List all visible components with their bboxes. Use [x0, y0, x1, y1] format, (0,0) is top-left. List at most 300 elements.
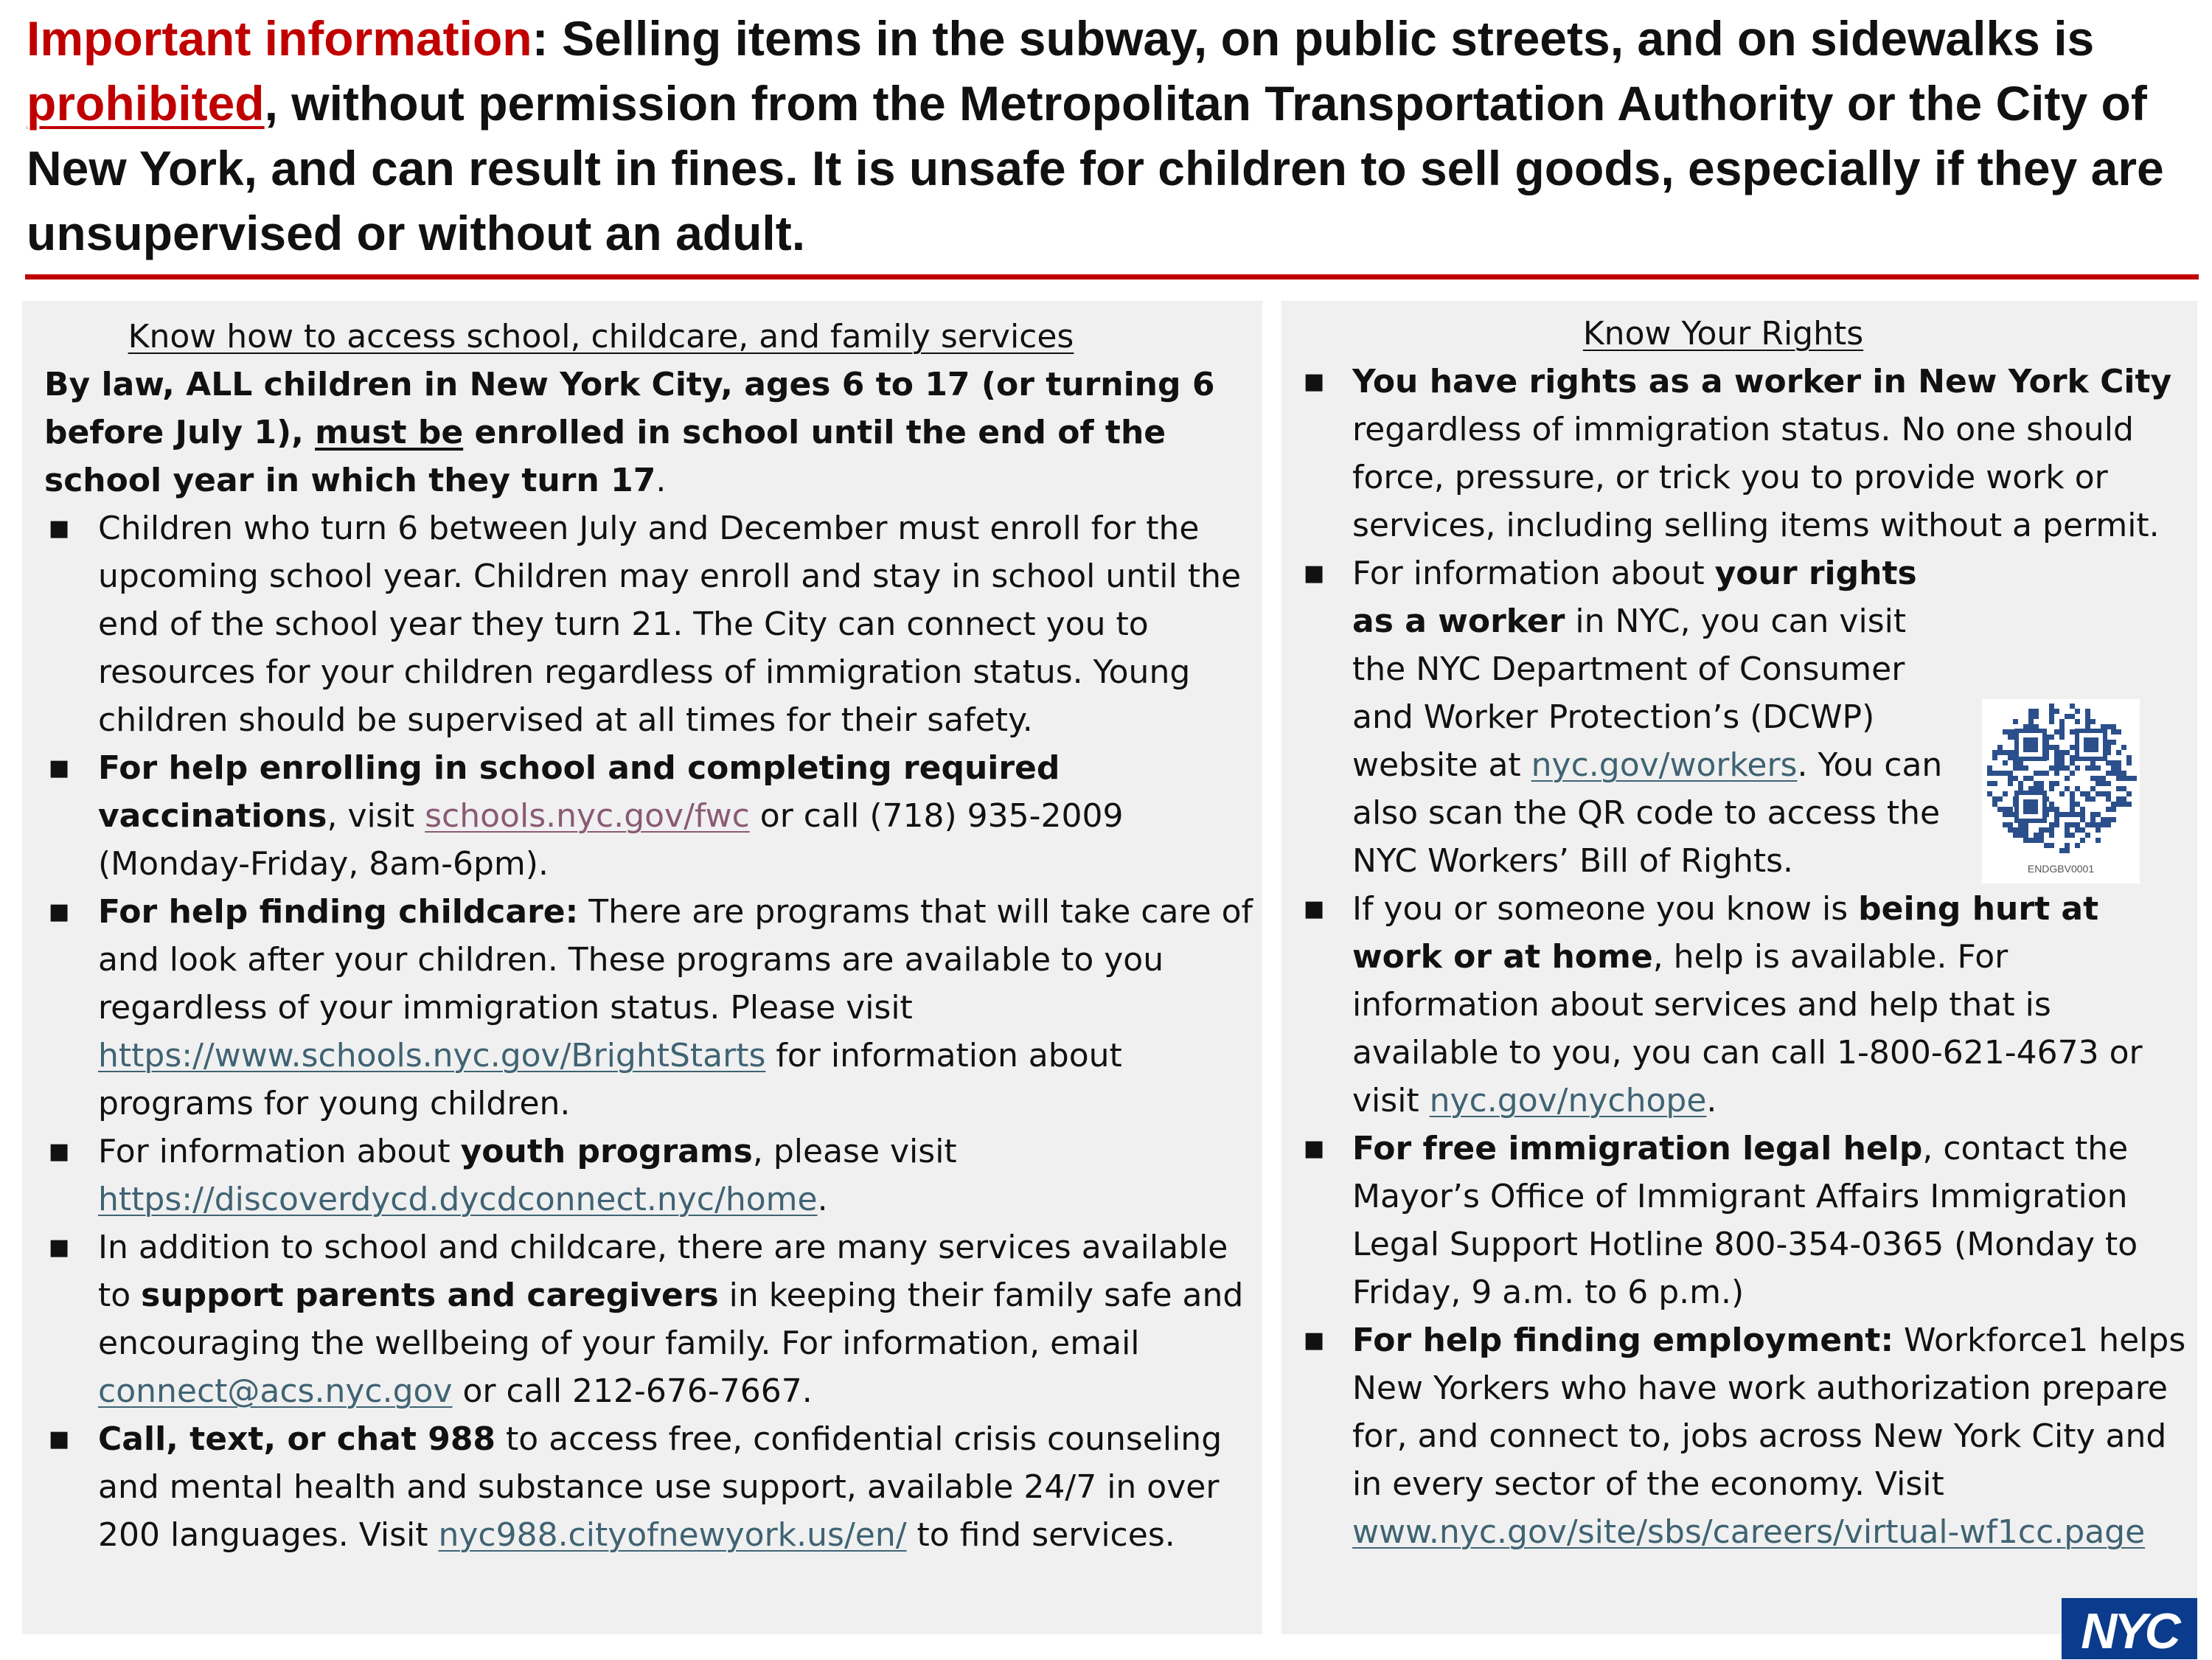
qr-module — [2049, 802, 2054, 807]
qr-module — [2059, 848, 2065, 853]
qr-caption: ENDGBV0001 — [2027, 863, 2095, 875]
qr-module — [2101, 781, 2106, 786]
qr-module — [2018, 833, 2023, 838]
qr-module — [2008, 781, 2013, 786]
qr-module — [2049, 827, 2054, 833]
childcare-text-1: There are programs that will take care of and look after your children. These programs are available to you regardless of your immigration status. Please visit — [98, 893, 1253, 1027]
qr-module — [2096, 838, 2101, 843]
qr-module — [2116, 776, 2121, 781]
qr-module — [2054, 822, 2059, 827]
qr-module — [2065, 786, 2070, 791]
qr-module — [2070, 791, 2075, 796]
worker-rights-heading: You have rights as a worker in New York City — [1352, 363, 2172, 400]
qr-finder-pattern — [2084, 737, 2098, 752]
enroll-help-text-2: or call (718) 935-2009 (Monday-Friday, 8am-6pm). — [98, 797, 1124, 883]
qr-module — [2054, 750, 2059, 755]
qr-module — [2065, 812, 2070, 817]
qr-module — [2049, 704, 2054, 709]
enrollment-law — [44, 361, 1253, 504]
childcare-heading: For help finding childcare: — [98, 893, 579, 931]
qr-module — [2034, 714, 2039, 719]
rights-list — [1299, 358, 2191, 1556]
nyc988-link[interactable]: nyc988.cityofnewyork.us/en/ — [438, 1516, 907, 1554]
bullet-square-icon: ■ — [1304, 896, 1325, 922]
enroll-help-text-1: , visit — [327, 797, 425, 835]
list-item — [44, 888, 1253, 1128]
qr-module — [2085, 719, 2090, 724]
parents-heading: support parents and caregivers — [141, 1277, 719, 1314]
qr-module — [2049, 765, 2054, 771]
qr-module — [2116, 786, 2121, 791]
qr-module — [2111, 729, 2116, 735]
notice-colon: : — [532, 11, 562, 66]
crisis-heading: Call, text, or chat 988 — [98, 1420, 496, 1458]
qr-module — [2070, 714, 2075, 719]
notice-prohibited: prohibited — [27, 76, 265, 131]
list-item — [44, 1128, 1253, 1223]
notice-label: Important information — [27, 11, 532, 66]
qr-module — [2126, 791, 2132, 796]
qr-module — [2085, 822, 2090, 827]
bullet-square-icon: ■ — [49, 1139, 70, 1164]
bullet-square-icon: ■ — [1304, 1136, 1325, 1161]
qr-module — [2090, 765, 2096, 771]
law-bold-2: enrolled in school until the end of the school year in which they turn 17 — [44, 414, 1166, 499]
qr-module — [2049, 822, 2054, 827]
qr-module — [1992, 755, 1997, 760]
qr-module — [2070, 704, 2075, 709]
list-item — [44, 1415, 1253, 1559]
qr-module — [2121, 802, 2126, 807]
qr-module — [2106, 822, 2111, 827]
acs-email-link[interactable]: connect@acs.nyc.gov — [98, 1372, 453, 1410]
nychope-link[interactable]: nyc.gov/nychope — [1429, 1082, 1707, 1119]
qr-module — [2059, 765, 2065, 771]
bullet-square-icon: ■ — [49, 1426, 70, 1452]
red-divider — [25, 274, 2199, 279]
qr-module — [2075, 802, 2080, 807]
list-item — [1299, 1316, 2191, 1556]
qr-module — [2080, 827, 2085, 833]
qr-module — [2126, 802, 2132, 807]
qr-module — [2070, 807, 2075, 812]
qr-module — [2065, 714, 2070, 719]
qr-module — [2059, 729, 2065, 735]
services-list — [44, 504, 1253, 1559]
qr-module — [1992, 781, 1997, 786]
qr-module — [2049, 833, 2054, 838]
qr-module — [2106, 771, 2111, 776]
qr-module — [2039, 838, 2044, 843]
qr-module — [2013, 719, 2018, 724]
qr-finder-pattern — [2023, 799, 2038, 814]
qr-module — [2080, 791, 2085, 796]
qr-module — [2096, 791, 2101, 796]
qr-module — [2126, 760, 2132, 765]
qr-module — [2116, 802, 2121, 807]
qr-module — [2065, 765, 2070, 771]
qr-module — [2018, 786, 2023, 791]
qr-module — [2034, 724, 2039, 729]
important-notice — [27, 6, 2194, 265]
qr-module — [2121, 776, 2126, 781]
qr-module — [2044, 843, 2049, 848]
qr-module — [2059, 750, 2065, 755]
qr-module — [2054, 729, 2059, 735]
qr-module — [2070, 760, 2075, 765]
notice-text-2: , without permission from the Metropolitan Transportation Authority or the City of New York, and can result in fines. It is unsafe for children to sell goods, especially if they are unsupervised or without an adult. — [27, 76, 2164, 260]
qr-module — [2008, 812, 2013, 817]
qr-module — [2013, 776, 2018, 781]
qr-module — [2126, 776, 2132, 781]
qr-module — [2059, 791, 2065, 796]
qr-module — [2023, 765, 2028, 771]
qr-module — [2111, 771, 2116, 776]
qr-module — [1997, 771, 2003, 776]
qr-module — [2101, 776, 2106, 781]
qr-module — [2054, 807, 2059, 812]
qr-module — [2044, 827, 2049, 833]
bullet-square-icon: ■ — [1304, 369, 1325, 395]
bullet-square-icon: ■ — [49, 755, 70, 781]
qr-module — [2039, 786, 2044, 791]
qr-module — [2023, 833, 2028, 838]
qr-module — [2096, 812, 2101, 817]
qr-module — [2054, 817, 2059, 822]
qr-module — [2075, 822, 2080, 827]
qr-module — [2018, 781, 2023, 786]
qr-module — [2023, 827, 2028, 833]
qr-module — [2028, 786, 2034, 791]
qr-module — [2059, 760, 2065, 765]
qr-module — [2065, 848, 2070, 853]
qr-module — [2126, 755, 2132, 760]
parents-text-3: or call 212-676-7667. — [452, 1372, 813, 1410]
qr-module — [2085, 833, 2090, 838]
qr-module — [2028, 776, 2034, 781]
qr-module — [2008, 755, 2013, 760]
qr-module — [2049, 735, 2054, 740]
qr-module — [2106, 817, 2111, 822]
qr-module — [2003, 791, 2008, 796]
qr-module — [2101, 817, 2106, 822]
qr-module — [1997, 750, 2003, 755]
qr-module — [2054, 755, 2059, 760]
qr-module — [2039, 827, 2044, 833]
services-panel — [22, 301, 1262, 1634]
law-bold-1: By law, ALL children in New York City, ages 6 to 17 (or turning 6 before July 1), — [44, 366, 1215, 451]
qr-module — [2003, 729, 2008, 735]
qr-module — [2121, 745, 2126, 750]
qr-module — [2065, 843, 2070, 848]
qr-module — [2034, 833, 2039, 838]
qr-module — [2003, 807, 2008, 812]
qr-module — [2065, 827, 2070, 833]
qr-module — [2028, 714, 2034, 719]
enroll-help-heading: For help enrolling in school and completing required vaccinations — [98, 749, 1060, 835]
qr-module — [2111, 765, 2116, 771]
rights-title: Know Your Rights — [1582, 315, 1864, 353]
legal-help-heading: For free immigration legal help — [1352, 1130, 1923, 1167]
qr-module — [2013, 760, 2018, 765]
qr-module — [2054, 765, 2059, 771]
qr-module — [2008, 771, 2013, 776]
qr-module — [2018, 827, 2023, 833]
qr-module — [2034, 781, 2039, 786]
qr-module — [2054, 812, 2059, 817]
qr-module — [2080, 817, 2085, 822]
dcwp-text-3: . You can also scan the QR code to access the NYC Workers’ Bill of Rights. — [1352, 746, 1943, 880]
qr-module — [1987, 791, 1992, 796]
qr-module — [2018, 760, 2023, 765]
qr-module — [2028, 838, 2034, 843]
qr-module — [1992, 802, 1997, 807]
qr-module — [2023, 776, 2028, 781]
qr-module — [2075, 719, 2080, 724]
qr-module — [2085, 709, 2090, 714]
qr-module — [1987, 765, 1992, 771]
qr-module — [2090, 719, 2096, 724]
qr-module — [2090, 817, 2096, 822]
qr-module — [2116, 796, 2121, 802]
qr-module — [2116, 771, 2121, 776]
list-item — [1299, 1125, 2191, 1316]
qr-module — [2003, 812, 2008, 817]
qr-module — [2034, 709, 2039, 714]
qr-code-icon[interactable] — [1982, 699, 2140, 883]
qr-module — [2116, 729, 2121, 735]
qr-module — [1992, 796, 1997, 802]
dcwp-heading: your rights as a worker — [1352, 555, 1917, 640]
qr-module — [2049, 719, 2054, 724]
dcwp-text-2: in NYC, you can visit the NYC Department of Consumer and Worker Protection’s (DCWP) website at — [1352, 602, 1907, 784]
list-item — [44, 504, 1253, 744]
brightstarts-link[interactable]: https://www.schools.nyc.gov/BrightStarts — [98, 1037, 766, 1074]
qr-module — [2096, 776, 2101, 781]
list-item — [44, 1223, 1253, 1415]
qr-module — [2101, 791, 2106, 796]
qr-module — [1997, 745, 2003, 750]
qr-module — [2054, 709, 2059, 714]
qr-module — [2070, 771, 2075, 776]
enroll-age-text: Children who turn 6 between July and December must enroll for the upcoming school year. Children may enroll and stay in school until the end of the school year they turn 21. The City can connect you to resources for your children regardless of immigration status. Young children should be supervised at all times for their safety. — [98, 510, 1242, 739]
qr-module — [1992, 771, 1997, 776]
services-title: Know how to access school, childcare, and family services — [128, 318, 1074, 355]
qr-module — [2034, 771, 2039, 776]
employment-text-1: Workforce1 helps New Yorkers who have work authorization prepare for, and connect to, jobs across New York City and in every sector of the economy. Visit — [1352, 1322, 2186, 1503]
hurt-heading: being hurt at work or at home — [1352, 890, 2099, 976]
youth-text-2: , please visit — [752, 1133, 957, 1170]
qr-module — [2003, 750, 2008, 755]
qr-module — [2023, 838, 2028, 843]
qr-module — [2096, 827, 2101, 833]
workforce1-link[interactable]: www.nyc.gov/site/sbs/careers/virtual-wf1cc.page — [1352, 1513, 2146, 1551]
hurt-text-1: If you or someone you know is — [1352, 890, 1859, 928]
qr-module — [2008, 750, 2013, 755]
qr-module — [2080, 838, 2085, 843]
qr-module — [2070, 745, 2075, 750]
youth-heading: youth programs — [460, 1133, 753, 1170]
qr-module — [2044, 771, 2049, 776]
qr-module — [2003, 771, 2008, 776]
qr-module — [2070, 833, 2075, 838]
qr-module — [2106, 807, 2111, 812]
youth-text-1: For information about — [98, 1133, 461, 1170]
qr-module — [2075, 827, 2080, 833]
qr-module — [2111, 760, 2116, 765]
law-must-be: must be — [315, 414, 464, 451]
notice-text-1: Selling items in the subway, on public streets, and on sidewalks is — [561, 11, 2095, 66]
qr-module — [2070, 812, 2075, 817]
qr-module — [2075, 765, 2080, 771]
qr-module — [2008, 729, 2013, 735]
qr-module — [2096, 822, 2101, 827]
qr-module — [2075, 786, 2080, 791]
qr-module — [2090, 822, 2096, 827]
qr-module — [2075, 843, 2080, 848]
qr-module — [2070, 755, 2075, 760]
qr-finder-pattern — [2023, 737, 2038, 752]
qr-module — [2003, 760, 2008, 765]
qr-module — [2090, 796, 2096, 802]
qr-module — [2049, 714, 2054, 719]
qr-module — [2054, 745, 2059, 750]
qr-module — [2106, 781, 2111, 786]
worker-rights-text: regardless of immigration status. No one should force, pressure, or trick you to provide work or services, including selling items without a permit. — [1352, 411, 2160, 544]
qr-module — [2008, 776, 2013, 781]
qr-module — [2049, 807, 2054, 812]
qr-module — [2070, 729, 2075, 735]
qr-module — [2101, 724, 2106, 729]
qr-module — [2106, 796, 2111, 802]
nyc-workers-link[interactable]: nyc.gov/workers — [1531, 746, 1798, 784]
crisis-text-1: to access free, confidential crisis counseling and mental health and substance use support, available 24/7 in over 200 languages. Visit — [98, 1420, 1222, 1554]
qr-module — [2070, 796, 2075, 802]
qr-module — [2028, 719, 2034, 724]
qr-module — [2054, 760, 2059, 765]
qr-module — [2101, 822, 2106, 827]
qr-module — [2028, 724, 2034, 729]
qr-module — [2085, 724, 2090, 729]
qr-module — [2049, 709, 2054, 714]
qr-module — [2023, 822, 2028, 827]
qr-module — [2013, 827, 2018, 833]
crisis-text-2: to find services. — [906, 1516, 1175, 1554]
legal-help-text: , contact the Mayor’s Office of Immigrant Affairs Immigration Legal Support Hotline 800-354-0365 (Monday to Friday, 9 a.m. to 6 p.m.) — [1352, 1130, 2138, 1311]
qr-module — [2065, 776, 2070, 781]
list-item — [44, 744, 1253, 888]
nyc-logo — [2062, 1598, 2197, 1659]
list-item — [1299, 358, 2191, 549]
qr-module — [2039, 771, 2044, 776]
qr-module — [2065, 750, 2070, 755]
qr-module — [2065, 833, 2070, 838]
qr-module — [2085, 791, 2090, 796]
qr-module — [2034, 786, 2039, 791]
qr-module — [2008, 827, 2013, 833]
qr-module — [2059, 724, 2065, 729]
qr-module — [2054, 771, 2059, 776]
qr-code-graphic — [1982, 699, 2140, 861]
qr-module — [2065, 822, 2070, 827]
qr-module — [2023, 724, 2028, 729]
qr-module — [1992, 750, 1997, 755]
qr-module — [2090, 812, 2096, 817]
bullet-square-icon: ■ — [49, 899, 70, 925]
qr-module — [2049, 786, 2054, 791]
qr-module — [1987, 771, 1992, 776]
qr-module — [2090, 776, 2096, 781]
qr-module — [2106, 791, 2111, 796]
youth-text-3: . — [817, 1181, 828, 1218]
qr-module — [2111, 724, 2116, 729]
qr-module — [2116, 760, 2121, 765]
qr-module — [2080, 807, 2085, 812]
qr-module — [2075, 812, 2080, 817]
qr-module — [2111, 807, 2116, 812]
qr-module — [2028, 709, 2034, 714]
qr-module — [2111, 740, 2116, 745]
qr-module — [2013, 765, 2018, 771]
qr-module — [2008, 735, 2013, 740]
hurt-text-2: , help is available. For information about services and help that is available to you, you can call 1-800-621-4673 or visit — [1352, 938, 2143, 1119]
qr-module — [2121, 771, 2126, 776]
qr-module — [2059, 755, 2065, 760]
qr-module — [2080, 812, 2085, 817]
parents-text-2: in keeping their family safe and encouraging the wellbeing of your family. For information, email — [98, 1277, 1244, 1362]
qr-module — [2116, 750, 2121, 755]
qr-module — [2085, 714, 2090, 719]
qr-module — [2121, 786, 2126, 791]
qr-module — [2106, 760, 2111, 765]
qr-module — [2132, 776, 2137, 781]
qr-module — [2111, 817, 2116, 822]
qr-module — [2018, 765, 2023, 771]
qr-module — [2039, 781, 2044, 786]
qr-module — [2090, 786, 2096, 791]
bullet-square-icon: ■ — [49, 515, 70, 541]
qr-module — [2049, 745, 2054, 750]
qr-module — [2096, 781, 2101, 786]
rights-panel — [1281, 301, 2197, 1634]
qr-module — [2059, 812, 2065, 817]
bullet-square-icon: ■ — [1304, 1327, 1325, 1353]
qr-module — [2003, 822, 2008, 827]
qr-module — [2049, 843, 2054, 848]
law-period: . — [655, 462, 667, 499]
hurt-text-3: . — [1706, 1082, 1717, 1119]
childcare-text-2: for information about programs for young children. — [98, 1037, 1122, 1122]
qr-module — [1997, 796, 2003, 802]
dycd-link[interactable]: https://discoverdycd.dycdconnect.nyc/home — [98, 1181, 818, 1218]
qr-module — [2008, 807, 2013, 812]
qr-module — [2049, 781, 2054, 786]
qr-module — [2116, 765, 2121, 771]
qr-module — [1997, 807, 2003, 812]
bullet-square-icon: ■ — [1304, 560, 1325, 586]
qr-module — [2106, 724, 2111, 729]
bullet-square-icon: ■ — [49, 1234, 70, 1260]
qr-module — [2085, 765, 2090, 771]
qr-module — [2075, 709, 2080, 714]
qr-module — [2008, 822, 2013, 827]
schools-fwc-link[interactable]: schools.nyc.gov/fwc — [425, 797, 750, 835]
qr-module — [1987, 781, 1992, 786]
qr-module — [2111, 802, 2116, 807]
dcwp-text-1: For information about — [1352, 555, 1715, 592]
qr-module — [2121, 796, 2126, 802]
qr-module — [2070, 802, 2075, 807]
